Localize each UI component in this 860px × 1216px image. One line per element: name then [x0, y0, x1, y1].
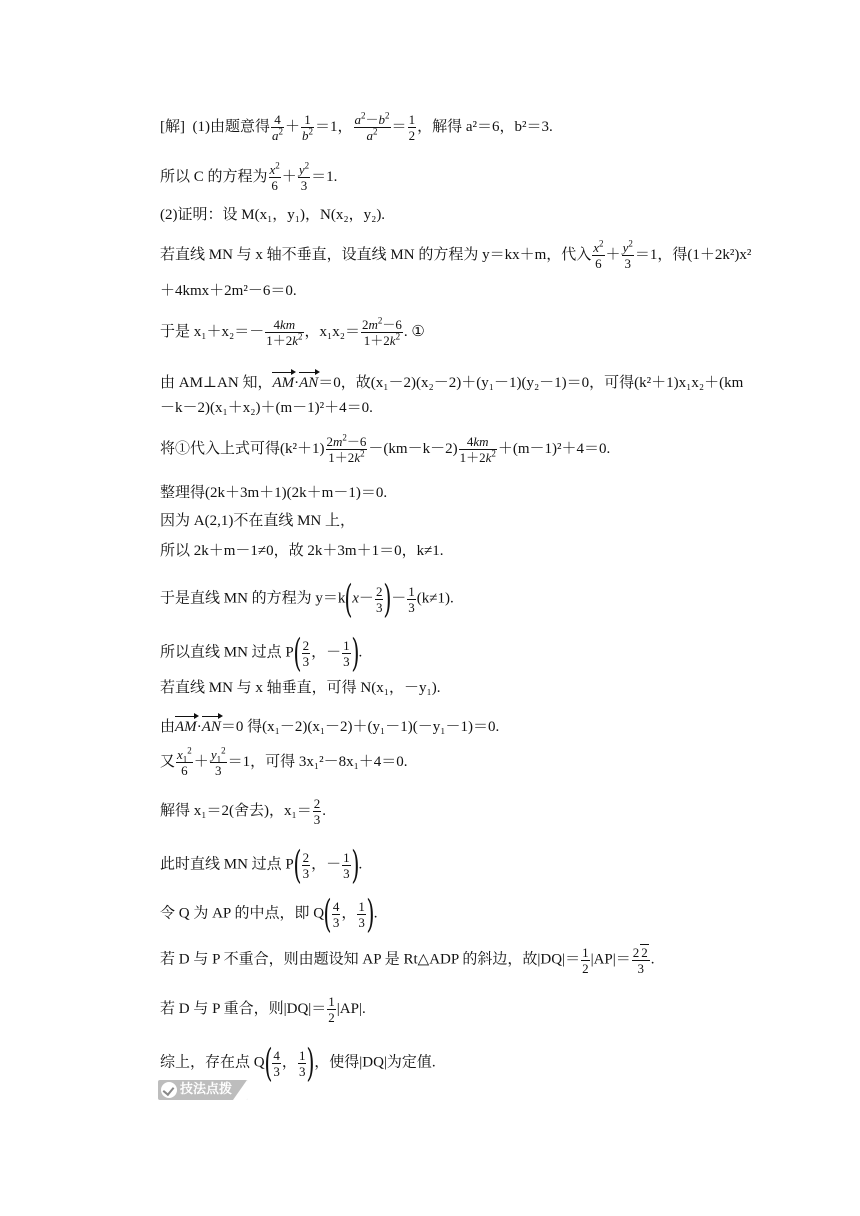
tips-banner	[158, 1080, 248, 1100]
vector-am: AM	[272, 370, 294, 393]
text: |AP|.	[336, 1000, 366, 1017]
text: 令 Q 为 AP 的中点，即 Q	[160, 905, 325, 922]
solution-line-6	[160, 317, 425, 348]
text: ＋(m－1)²＋4＝0.	[497, 440, 611, 457]
fraction: $\frac{2}{3}$	[302, 637, 310, 669]
solution-line-19: 此时直线 MN 过点 P( $\frac{2}{3}$ ，－ $\frac{1}{3}$ ).	[160, 843, 363, 887]
right-paren: )	[366, 892, 375, 936]
fraction: $\frac{1}{3}$	[408, 583, 415, 615]
fraction: $\frac{2}{3}$	[313, 796, 321, 827]
text: 于是直线 MN 的方程为 y＝k	[160, 590, 346, 607]
left-paren: (	[323, 892, 332, 936]
solution-line-17: 又 $\frac{x_1^2}{6}$ ＋ $\frac{y_1^2}{3}$ ＝1，可得 3x₁²－8x₁＋4＝0.	[160, 745, 408, 778]
text: ＝1.	[311, 168, 338, 185]
fraction: $\frac{1}{3}$	[343, 637, 350, 669]
solution-line-9	[160, 434, 610, 465]
solution-line-1: [解] (1)由题意得 $\frac{4}{a^2}$ ＋ $\frac{1}{b^2}$ ＝1， $\frac{a^2-b^2}{a^2}$ ＝ $\frac{1}{2}$ ，解得 a²＝6，b²＝3.	[160, 110, 553, 143]
left-paren: (	[293, 631, 302, 675]
right-paren: )	[383, 577, 392, 621]
fraction: $\frac{4km}{1+2k^2}$	[266, 317, 303, 348]
solution-line-8: －k－2)(x₁＋x₂)＋(m－1)²＋4＝0.	[160, 400, 373, 416]
text: 此时直线 MN 过点 P	[160, 856, 294, 873]
fraction: $\frac{1}{3}$	[298, 1047, 306, 1079]
text: (1)由题意得	[192, 118, 270, 135]
solution-line-16: 由AM·AN＝0 得(x₁－2)(x₁－2)＋(y₁－1)(－y₁－1)＝0.	[160, 714, 499, 737]
fraction: $\frac{2m^2-6}{1+2k^2}$	[361, 315, 402, 348]
text: ＝0 得(x₁－2)(x₁－2)＋(y₁－1)(－y₁－1)＝0.	[220, 719, 500, 735]
text: 由	[160, 719, 176, 735]
right-paren: )	[306, 1041, 315, 1085]
fraction: $\frac{4km}{1+2k^2}$	[459, 434, 496, 465]
text: . ①	[403, 323, 425, 340]
text: ，x₁x₂＝	[304, 323, 360, 340]
fraction: $\frac{4}{a^2}$	[272, 112, 283, 143]
solution-line-15: 若直线 MN 与 x 轴垂直，可得 N(x₁，－y₁).	[160, 680, 441, 696]
solution-line-5: ＋4kmx＋2m²－6＝0.	[160, 283, 297, 299]
solution-line-2: 所以 C 的方程为 $\frac{x^2}{6}$ ＋ $\frac{y^2}{3}$ ＝1.	[160, 160, 338, 193]
solution-line-11: 因为 A(2,1)不在直线 MN 上，	[160, 513, 355, 529]
text: |AP|＝	[590, 951, 631, 968]
fraction: $\frac{1}{2}$	[408, 112, 416, 143]
text: 若 D 与 P 重合，则|DQ|＝	[160, 1000, 327, 1017]
left-paren: (	[293, 843, 302, 887]
solution-line-12: 所以 2k＋m－1≠0，故 2k＋3m＋1＝0，k≠1.	[160, 543, 444, 559]
fraction: $\frac{4}{3}$	[332, 898, 340, 930]
text: 由 AM⊥AN 知，	[160, 375, 273, 391]
solution-line-22	[160, 994, 366, 1025]
text: 所以直线 MN 过点 P	[160, 644, 294, 661]
solution-line-20: 令 Q 为 AP 的中点，即 Q( $\frac{4}{3}$ ， $\frac{1}{3}$ ).	[160, 892, 378, 936]
left-paren: (	[263, 1041, 273, 1085]
solution-line-18: 解得 x₁＝2(舍去)，x₁＝ $\frac{2}{3}$ .	[160, 796, 326, 827]
banner-tail	[233, 1080, 248, 1100]
fraction: $\frac{a^2-b^2}{a^2}$	[354, 110, 390, 143]
solution-line-14: 所以直线 MN 过点 P( $\frac{2}{3}$ ，－ $\frac{1}{3}$ ).	[160, 631, 363, 675]
fraction: $\frac{x^2}{6}$	[593, 238, 604, 271]
text: ＝1，得(1＋2k²)x²	[634, 246, 752, 263]
text: 将①代入上式可得(k²＋1)	[160, 440, 325, 457]
fraction: $\frac{1}{b^2}$	[302, 112, 314, 143]
fraction: $\frac{2}{3}$	[302, 849, 310, 881]
solution-line-3: (2)证明：设 M(x₁，y₁)，N(x₂，y₂).	[160, 207, 386, 223]
solution-line-13: 于是直线 MN 的方程为 y＝k(x－ $\frac{2}{3}$ )－ $\frac{1}{3}$ (k≠1).	[160, 577, 454, 621]
solution-label: [解]	[160, 118, 185, 135]
fraction: $\frac{x^2}{6}$	[269, 160, 280, 193]
tips-banner-label: 技法点拨	[180, 1082, 233, 1097]
fraction: $\frac{1}{2}$	[328, 994, 335, 1025]
fraction: $\frac{1}{2}$	[582, 944, 589, 976]
right-paren: )	[350, 843, 360, 887]
fraction: $\frac{4}{3}$	[273, 1047, 280, 1079]
solution-line-7: 由 AM⊥AN 知，AM·AN＝0，故(x₁－2)(x₂－2)＋(y₁－1)(y₂－1)＝0，可得(k²＋1)x₁x₂＋(km	[160, 370, 743, 393]
fraction: $\frac{x_1^2}{6}$	[177, 745, 192, 778]
fraction: $\frac{y^2}{3}$	[298, 160, 310, 193]
text: 所以 C 的方程为	[160, 168, 268, 185]
fraction: $\frac{y^2}{3}$	[622, 238, 633, 271]
solution-line-23: 综上，存在点 Q( $\frac{4}{3}$ ， $\frac{1}{3}$ )，使得|DQ|为定值.	[160, 1041, 436, 1085]
solution-line-21: 若 D 与 P 不重合，则由题设知 AP 是 Rt△ADP 的斜边，故|DQ|＝ $\frac{1}{2}$ |AP|＝ $\frac{2 2}{3}$ .	[160, 944, 655, 976]
text: ，解得 a²＝6，b²＝3.	[417, 118, 553, 135]
text: 综上，存在点 Q	[160, 1054, 265, 1071]
vector-an: AN	[299, 370, 318, 393]
text: 若 D 与 P 不重合，则由题设知 AP 是 Rt△ADP 的斜边，故|DQ|＝	[160, 951, 581, 968]
fraction: $\frac{2m^2-6}{1+2k^2}$	[326, 432, 367, 465]
text: ，使得|DQ|为定值.	[314, 1054, 436, 1071]
solution-line-4: 若直线 MN 与 x 轴不垂直，设直线 MN 的方程为 y＝kx＋m，代入 $\frac{x^2}{6}$ ＋ $\frac{y^2}{3}$ ＝1，得(1＋2k²)x²	[160, 238, 752, 271]
text: 于是 x₁＋x₂＝－	[160, 323, 265, 340]
text: ＝1，可得 3x₁²－8x₁＋4＝0.	[227, 753, 408, 770]
solution-line-10: 整理得(2k＋3m＋1)(2k＋m－1)＝0.	[160, 485, 388, 501]
vector-am: AM	[175, 714, 197, 737]
right-paren: )	[350, 631, 360, 675]
fraction: $\frac{1}{3}$	[343, 849, 350, 881]
text: 又	[160, 753, 176, 770]
text: (k≠1).	[416, 590, 454, 607]
left-paren: (	[344, 577, 353, 621]
text: ＝0，故(x₁－2)(x₂－2)＋(y₁－1)(y₂－1)＝0，可得(k²＋1)x₁x₂＋(km	[318, 375, 744, 391]
fraction: $\frac{1}{3}$	[358, 898, 365, 930]
text: －(km－k－2)	[368, 440, 458, 457]
fraction: $\frac{2}{3}$	[375, 583, 383, 615]
fraction: $\frac{2 2}{3}$	[632, 945, 648, 976]
vector-an: AN	[202, 714, 221, 737]
fraction: $\frac{y_1^2}{3}$	[210, 745, 226, 778]
text: 若直线 MN 与 x 轴不垂直，设直线 MN 的方程为 y＝kx＋m，代入	[160, 246, 592, 263]
check-icon	[161, 1082, 177, 1098]
text: 解得 x₁＝2(舍去)，x₁＝	[160, 802, 312, 819]
